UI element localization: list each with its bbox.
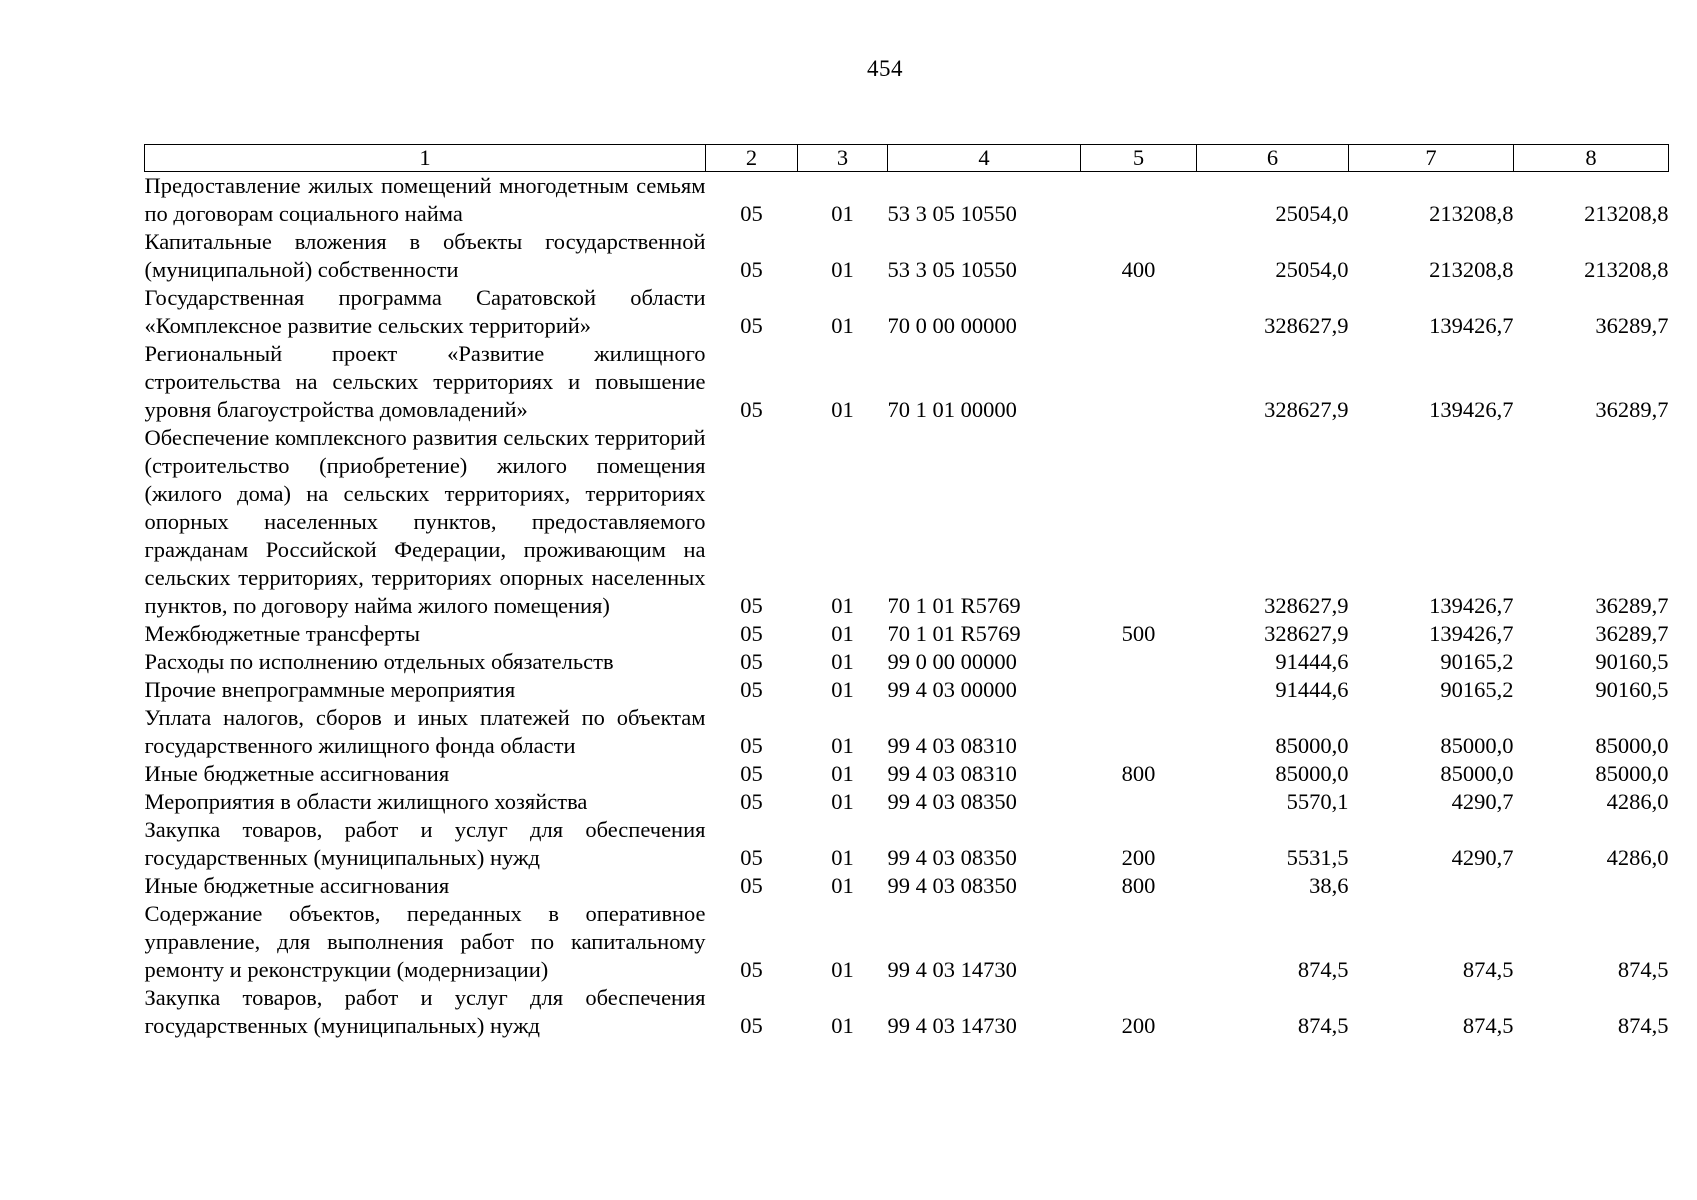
page-number: 454 — [867, 56, 903, 81]
row-amount-col6: 874,5 — [1297, 957, 1349, 982]
row-name: Государственная программа Саратовской области «Комплексное развитие сельских территорий» — [144, 285, 706, 338]
row-target-article: 99 4 03 08350 — [887, 845, 1017, 870]
row-section: 05 — [740, 789, 763, 814]
row-target-article: 70 0 00 00000 — [887, 313, 1017, 338]
row-target-article: 99 0 00 00000 — [887, 649, 1017, 674]
row-subsection: 01 — [831, 845, 854, 870]
table-row — [145, 620, 1669, 648]
row-amount-col7: 139426,7 — [1429, 397, 1514, 422]
row-subsection: 01 — [831, 397, 854, 422]
row-name: Уплата налогов, сборов и иных платежей по объектам государственного жилищного фонда области — [144, 705, 706, 758]
row-expense-type — [1081, 788, 1197, 816]
row-amount-col6: 328627,9 — [1264, 593, 1349, 618]
row-expense-type — [1081, 172, 1197, 229]
row-amount-col6: 91444,6 — [1275, 677, 1349, 702]
row-amount-col7: 139426,7 — [1429, 621, 1514, 646]
row-amount-col6: 5531,5 — [1286, 845, 1349, 870]
row-subsection: 01 — [831, 621, 854, 646]
row-subsection: 01 — [831, 789, 854, 814]
table-row — [145, 760, 1669, 788]
row-section: 05 — [740, 957, 763, 982]
row-expense-type — [1081, 648, 1197, 676]
row-section: 05 — [740, 593, 763, 618]
row-section: 05 — [740, 257, 763, 282]
table-row — [145, 228, 1669, 284]
row-expense-type: 200 — [1121, 1013, 1156, 1038]
row-amount-col6: 328627,9 — [1264, 621, 1349, 646]
row-subsection: 01 — [831, 873, 854, 898]
row-section: 05 — [740, 873, 763, 898]
row-amount-col8: 36289,7 — [1595, 621, 1669, 646]
row-amount-col7: 4290,7 — [1451, 845, 1514, 870]
row-amount-col7: 874,5 — [1462, 1013, 1514, 1038]
row-name: Закупка товаров, работ и услуг для обеспечения государственных (муниципальных) нужд — [144, 985, 706, 1038]
row-amount-col7: 213208,8 — [1429, 201, 1514, 226]
table-body — [145, 172, 1669, 1041]
table-header — [145, 145, 1669, 172]
row-amount-col7: 213208,8 — [1429, 257, 1514, 282]
row-amount-col8: 213208,8 — [1584, 201, 1669, 226]
row-name: Иные бюджетные ассигнования — [144, 873, 450, 898]
row-subsection: 01 — [831, 1013, 854, 1038]
row-name: Закупка товаров, работ и услуг для обеспечения государственных (муниципальных) нужд — [144, 817, 706, 870]
row-name: Межбюджетные трансферты — [144, 621, 420, 646]
row-name: Мероприятия в области жилищного хозяйства — [144, 789, 588, 814]
row-amount-col7: 90165,2 — [1440, 677, 1514, 702]
table-row — [145, 788, 1669, 816]
row-expense-type — [1081, 900, 1197, 984]
row-subsection: 01 — [831, 593, 854, 618]
row-section: 05 — [740, 201, 763, 226]
row-name: Обеспечение комплексного развития сельских территорий (строительство (приобретение) жилого помещения (жилого дома) на сельских территориях, территориях опорных населенных пунктов, предоставляемого гражданам Российской Федерации, проживающим на сельских территориях, территориях опорных населенных пунктов, по договору найма жилого помещения) — [144, 425, 706, 618]
row-section: 05 — [740, 845, 763, 870]
table-row — [145, 284, 1669, 340]
row-amount-col8: 90160,5 — [1595, 677, 1669, 702]
row-amount-col8: 874,5 — [1617, 1013, 1669, 1038]
row-subsection: 01 — [831, 313, 854, 338]
row-target-article: 70 1 01 00000 — [887, 397, 1017, 422]
row-amount-col8: 85000,0 — [1595, 733, 1669, 758]
row-amount-col6: 328627,9 — [1264, 397, 1349, 422]
row-name: Региональный проект «Развитие жилищного строительства на сельских территориях и повышение уровня благоустройства домовладений» — [144, 341, 706, 422]
row-expense-type: 400 — [1121, 257, 1156, 282]
row-amount-col8: 4286,0 — [1606, 845, 1669, 870]
row-expense-type — [1081, 340, 1197, 424]
row-expense-type: 500 — [1121, 621, 1156, 646]
header-col-1: 1 — [145, 145, 706, 172]
row-target-article: 53 3 05 10550 — [887, 257, 1017, 282]
row-target-article: 99 4 03 08310 — [887, 733, 1017, 758]
row-name: Содержание объектов, переданных в оперативное управление, для выполнения работ по капитальному ремонту и реконструкции (модернизации) — [144, 901, 706, 982]
row-expense-type: 800 — [1121, 761, 1156, 786]
row-name: Предоставление жилых помещений многодетным семьям по договорам социального найма — [144, 173, 706, 226]
budget-table — [144, 144, 1669, 1040]
row-section: 05 — [740, 677, 763, 702]
row-name: Иные бюджетные ассигнования — [144, 761, 450, 786]
header-col-7: 7 — [1349, 145, 1514, 172]
row-amount-col8 — [1514, 872, 1669, 900]
row-expense-type — [1081, 704, 1197, 760]
row-section: 05 — [740, 621, 763, 646]
row-amount-col8: 36289,7 — [1595, 397, 1669, 422]
table-row — [145, 872, 1669, 900]
row-amount-col6: 85000,0 — [1275, 761, 1349, 786]
row-target-article: 70 1 01 R5769 — [887, 621, 1021, 646]
row-amount-col8: 874,5 — [1617, 957, 1669, 982]
table-row — [145, 984, 1669, 1040]
row-amount-col8: 85000,0 — [1595, 761, 1669, 786]
row-expense-type — [1081, 284, 1197, 340]
row-target-article: 99 4 03 08350 — [887, 873, 1017, 898]
row-target-article: 99 4 03 08350 — [887, 789, 1017, 814]
row-amount-col6: 85000,0 — [1275, 733, 1349, 758]
row-expense-type — [1081, 676, 1197, 704]
row-amount-col6: 91444,6 — [1275, 649, 1349, 674]
row-amount-col8: 4286,0 — [1606, 789, 1669, 814]
row-amount-col8: 36289,7 — [1595, 313, 1669, 338]
row-target-article: 99 4 03 14730 — [887, 1013, 1017, 1038]
row-amount-col8: 213208,8 — [1584, 257, 1669, 282]
row-amount-col7 — [1349, 872, 1514, 900]
row-amount-col6: 38,6 — [1309, 873, 1349, 898]
row-subsection: 01 — [831, 957, 854, 982]
row-name: Прочие внепрограммные мероприятия — [144, 677, 516, 702]
row-expense-type — [1081, 424, 1197, 620]
row-section: 05 — [740, 733, 763, 758]
table-row — [145, 648, 1669, 676]
row-name: Капитальные вложения в объекты государственной (муниципальной) собственности — [144, 229, 706, 282]
row-subsection: 01 — [831, 649, 854, 674]
row-subsection: 01 — [831, 257, 854, 282]
header-col-6: 6 — [1197, 145, 1349, 172]
header-col-8: 8 — [1514, 145, 1669, 172]
header-col-3: 3 — [798, 145, 888, 172]
table-row — [145, 340, 1669, 424]
row-expense-type: 800 — [1121, 873, 1156, 898]
row-subsection: 01 — [831, 677, 854, 702]
row-amount-col8: 36289,7 — [1595, 593, 1669, 618]
row-amount-col7: 4290,7 — [1451, 789, 1514, 814]
row-target-article: 70 1 01 R5769 — [887, 593, 1021, 618]
row-amount-col7: 85000,0 — [1440, 761, 1514, 786]
table-row — [145, 676, 1669, 704]
table-row — [145, 816, 1669, 872]
header-col-5: 5 — [1081, 145, 1197, 172]
row-section: 05 — [740, 1013, 763, 1038]
row-amount-col7: 90165,2 — [1440, 649, 1514, 674]
table-row — [145, 900, 1669, 984]
header-col-2: 2 — [706, 145, 798, 172]
row-section: 05 — [740, 649, 763, 674]
row-amount-col7: 85000,0 — [1440, 733, 1514, 758]
table-row — [145, 424, 1669, 620]
row-amount-col6: 328627,9 — [1264, 313, 1349, 338]
header-row — [145, 145, 1669, 172]
row-amount-col7: 874,5 — [1462, 957, 1514, 982]
row-section: 05 — [740, 761, 763, 786]
row-subsection: 01 — [831, 733, 854, 758]
row-target-article: 99 4 03 14730 — [887, 957, 1017, 982]
row-amount-col6: 25054,0 — [1275, 257, 1349, 282]
row-subsection: 01 — [831, 761, 854, 786]
table-row — [145, 172, 1669, 229]
row-amount-col6: 5570,1 — [1286, 789, 1349, 814]
row-section: 05 — [740, 397, 763, 422]
row-amount-col7: 139426,7 — [1429, 313, 1514, 338]
row-name: Расходы по исполнению отдельных обязательств — [144, 649, 614, 674]
header-col-4: 4 — [888, 145, 1081, 172]
row-amount-col7: 139426,7 — [1429, 593, 1514, 618]
row-target-article: 99 4 03 00000 — [887, 677, 1017, 702]
table-row — [145, 704, 1669, 760]
row-expense-type: 200 — [1121, 845, 1156, 870]
row-amount-col6: 874,5 — [1297, 1013, 1349, 1038]
row-amount-col6: 25054,0 — [1275, 201, 1349, 226]
row-target-article: 99 4 03 08310 — [887, 761, 1017, 786]
row-amount-col8: 90160,5 — [1595, 649, 1669, 674]
row-subsection: 01 — [831, 201, 854, 226]
row-target-article: 53 3 05 10550 — [887, 201, 1017, 226]
row-section: 05 — [740, 313, 763, 338]
